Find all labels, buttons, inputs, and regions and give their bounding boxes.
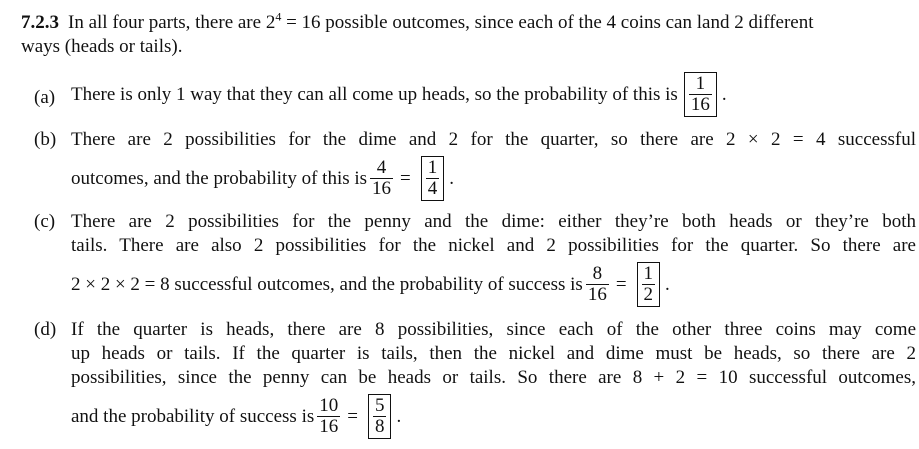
part-b-line-2 xyxy=(71,156,916,201)
part-d-line-3: possibilities, since the penny can be heads or tails. So there are 8 + 2 = 10 successful outcomes, xyxy=(71,367,916,388)
part-c-line-1: There are 2 possibilities for the penny and the dime: either they’re both heads or they’re both xyxy=(71,211,916,232)
equals-sign: = xyxy=(400,167,411,189)
part-b-text: outcomes, and the probability of this is xyxy=(71,167,368,189)
part-a-answer-denominator: 16 xyxy=(690,94,710,115)
part-d-fraction-denominator: 16 xyxy=(319,416,339,437)
part-d-body xyxy=(71,318,916,439)
part-d-period: . xyxy=(396,405,402,427)
equals-sign: = xyxy=(615,273,627,295)
intro-line-2: ways (heads or tails). xyxy=(21,36,183,57)
part-c-line-3 xyxy=(71,262,916,307)
part-b-answer-denominator: 4 xyxy=(427,178,438,199)
part-b-fraction xyxy=(370,158,393,199)
part-d-line-4 xyxy=(71,394,916,439)
part-d-answer-numerator: 5 xyxy=(374,395,385,416)
part-c-body xyxy=(71,210,916,307)
part-c-fraction xyxy=(586,264,609,305)
problem-number: 7.2.3 xyxy=(21,12,59,33)
part-d-label: (d) xyxy=(34,319,57,340)
part-d xyxy=(21,318,916,446)
part-d-answer-denominator: 8 xyxy=(374,416,385,437)
part-c xyxy=(21,210,916,314)
part-d-fraction-numerator: 10 xyxy=(319,395,339,416)
intro-line-1 xyxy=(21,11,911,35)
part-d-line-2: up heads or tails. If the quarter is tails, then the nickel and dime must be heads, so there are 2 xyxy=(71,343,916,364)
part-a-body xyxy=(71,72,916,117)
part-a-text: There is only 1 way that they can all come up heads, so the probability of this is xyxy=(71,83,678,105)
intro-text-start: In all four parts, there are 2 xyxy=(68,12,276,33)
part-a-answer xyxy=(684,72,717,117)
part-b-period: . xyxy=(449,167,455,189)
part-a-label: (a) xyxy=(34,87,56,108)
part-c-text: 2 × 2 × 2 = 8 successful outcomes, and the probability of success is xyxy=(71,273,583,295)
part-b-label: (b) xyxy=(34,129,57,150)
part-d-line-1: If the quarter is heads, there are 8 possibilities, since each of the other three coins may come xyxy=(71,319,916,340)
part-c-line-2: tails. There are also 2 possibilities for the nickel and 2 possibilities for the quarter. So there are xyxy=(71,235,916,256)
solution-intro xyxy=(21,11,911,59)
part-d-answer xyxy=(368,394,392,439)
part-b-fraction-numerator: 4 xyxy=(376,157,387,178)
part-b-answer-numerator: 1 xyxy=(427,157,438,178)
part-a xyxy=(21,72,916,116)
part-b-answer xyxy=(421,156,445,201)
exponent: 4 xyxy=(275,9,282,24)
part-c-answer-denominator: 2 xyxy=(643,284,654,305)
part-b-fraction-denominator: 16 xyxy=(372,178,392,199)
part-a-line xyxy=(71,72,916,117)
part-c-label: (c) xyxy=(34,211,56,232)
part-d-fraction xyxy=(317,396,340,437)
part-b-line-1: There are 2 possibilities for the dime and 2 for the quarter, so there are 2 × 2 = 4 successful xyxy=(71,129,916,150)
part-b-body xyxy=(71,128,916,201)
part-c-fraction-denominator: 16 xyxy=(587,284,607,305)
part-d-text: and the probability of success is xyxy=(71,405,315,427)
part-a-answer-numerator: 1 xyxy=(695,73,706,94)
equals-sign: = xyxy=(347,405,358,427)
intro-text-end: = 16 possible outcomes, since each of the 4 coins can land 2 different xyxy=(281,12,814,33)
part-c-answer xyxy=(637,262,661,307)
part-c-period: . xyxy=(665,273,670,295)
part-c-answer-numerator: 1 xyxy=(643,263,654,284)
part-a-period: . xyxy=(721,83,727,105)
part-c-fraction-numerator: 8 xyxy=(592,263,603,284)
part-b xyxy=(21,128,916,208)
